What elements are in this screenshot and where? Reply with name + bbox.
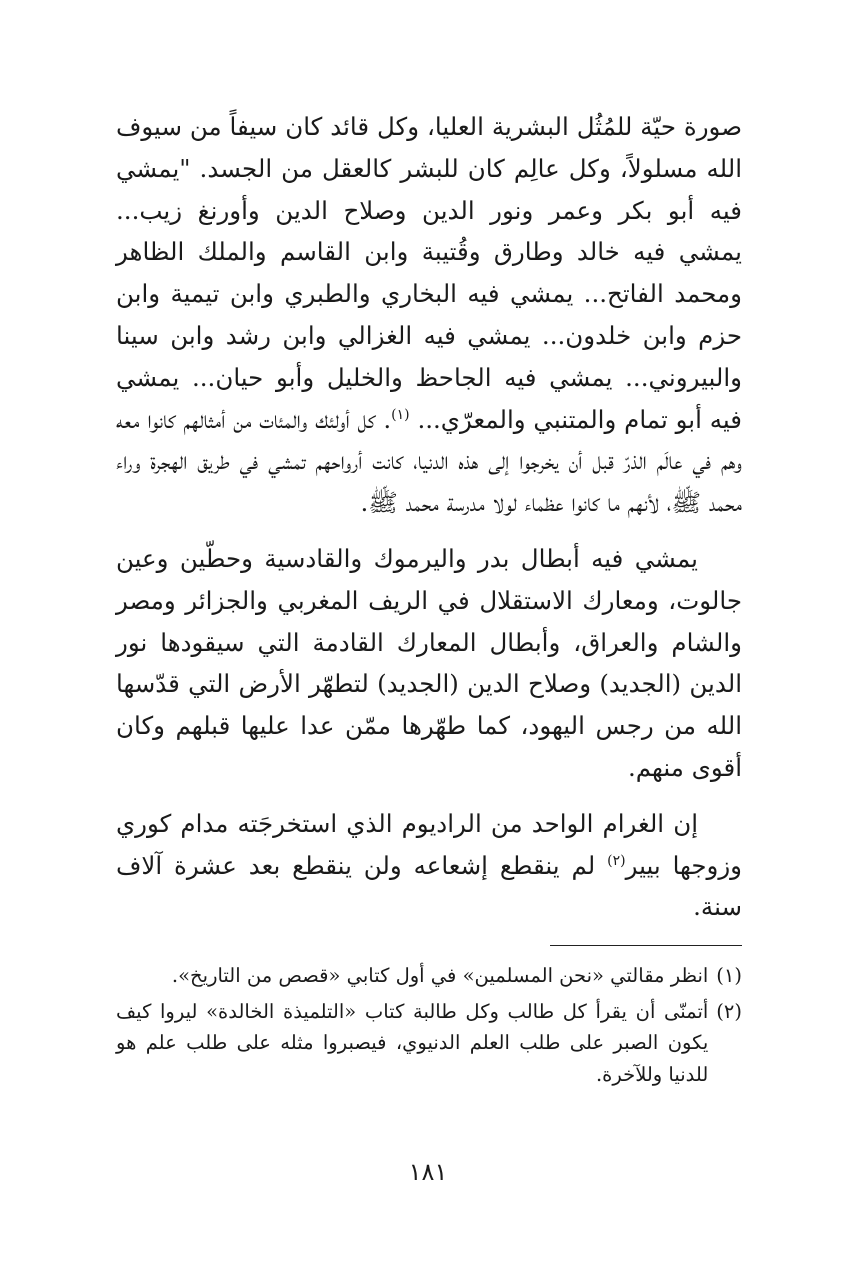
paragraph-3-start: إن الغرام الواحد من الراديوم الذي استخرجَته مدام كوري وزوجها بيير [116, 808, 742, 880]
page-body [116, 106, 742, 928]
paragraph-3 [116, 803, 742, 928]
footnote-text: انظر مقالتي «نحن المسلمين» في أول كتابي «قصص من التاريخ». [171, 964, 709, 987]
paragraph-3-end: لم ينقطع إشعاعه ولن ينقطع بعد عشرة آلاف سنة. [116, 850, 742, 922]
footnotes [116, 960, 742, 1094]
footnote-ref-1[interactable]: (١) [391, 406, 410, 423]
footnote-2 [116, 996, 742, 1091]
footnote-ref-2[interactable]: (٢) [607, 852, 626, 869]
paragraph-1-text: صورة حيّة للمُثُل البشرية العليا، وكل قائد كان سيفاً من سيوف الله مسلولاً، وكل عالِم كان للبشر كالعقل من الجسد. "يمشي فيه أبو بكر وعمر ونور الدين وصلاح الدين وأورنغ زيب... يمشي فيه خالد وطارق وقُتيبة وابن القاسم والملك الظاهر ومحمد الفاتح... يمشي فيه البخاري والطبري وابن تيمية وابن حزم وابن خلدون... يمشي فيه الغزالي وابن رشد وابن سينا والبيروني... يمشي فيه الجاحظ والخليل وأبو حيان... يمشي فيه أبو تمام والمتنبي والمعرّي... [116, 112, 742, 434]
paragraph-1 [116, 106, 742, 524]
paragraph-spacer [116, 524, 742, 538]
paragraph-spacer [116, 789, 742, 803]
footnote-separator [550, 945, 742, 946]
paragraph-2 [116, 538, 742, 789]
paragraph-1-continuation: . كل أولئك والمئات من أمثالهم كانوا معه وهم في عالَم الذرّ قبل أن يخرجوا إلى هذه الدنيا، كانت أرواحهم تمشي في طريق الهجرة وراء محمد ﷺ، لأنهم ما كانوا عظماء لولا مدرسة محمد ﷺ. [116, 404, 742, 518]
paragraph-2-text: يمشي فيه أبطال بدر واليرموك والقادسية وحطّين وعين جالوت، ومعارك الاستقلال في الريف المغربي والجزائر ومصر والشام والعراق، وأبطال المعارك القادمة التي سيقودها نور الدين (الجديد) وصلاح الدين (الجديد) لتطهّر الأرض التي قدّسها الله من رجس اليهود، كما طهّرها ممّن عدا عليها قبلهم وكان أقوى منهم. [116, 543, 742, 782]
paragraph-text [116, 106, 742, 524]
page-number: ١٨١ [408, 1158, 448, 1186]
footnote-1 [116, 960, 742, 992]
footnote-number: (١) [716, 964, 742, 987]
footnote-text: أتمنّى أن يقرأ كل طالب وكل طالبة كتاب «التلميذة الخالدة» ليروا كيف يكون الصبر على طلب العلم الدنيوي، فيصبروا مثله على طلب علم هو للدنيا وللآخرة. [116, 999, 709, 1086]
footnote-number: (٢) [716, 999, 742, 1023]
paragraph-text [116, 803, 742, 928]
